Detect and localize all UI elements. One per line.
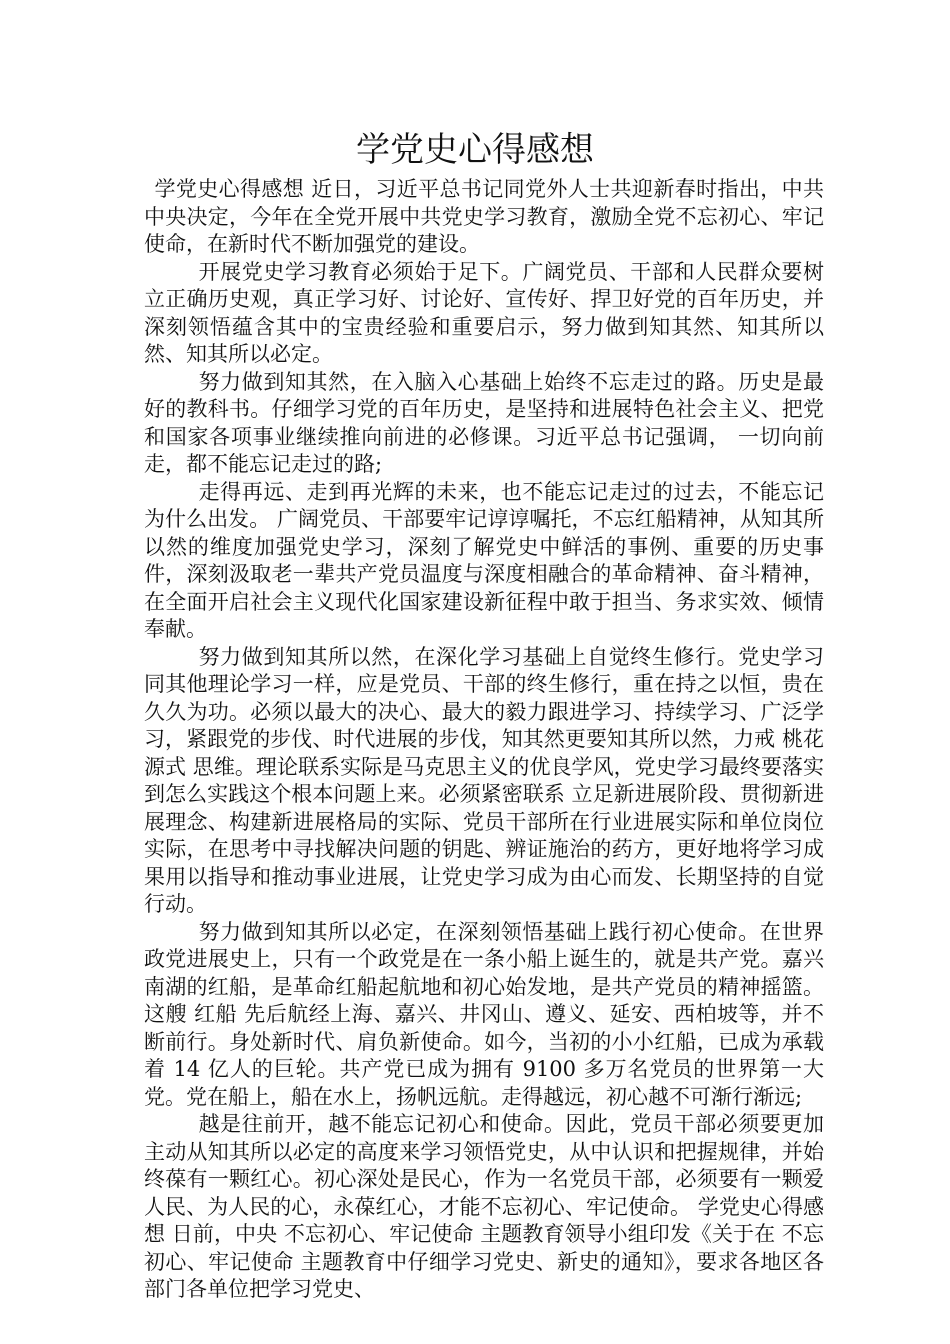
paragraph-6: 努力做到知其所以必定，在深刻领悟基础上践行初心使命。在世界政党进展史上，只有一个政党是在一条小船上诞生的，就是共产党。嘉兴南湖的红船，是革命红船起航地和初心始发地，是共产党员的精神摇篮。这艘 红船 先后航经上海、嘉兴、井冈山、遵义、延安、西柏坡等，并不断前行。身处新时代、肩负新使命。如今，当初的小小红船，已成为承载着 14 亿人的巨轮。共产党已成为拥有 9100 多万名党员的世界第一大党。党在船上，船在水上，扬帆远航。走得越远，初心越不可渐行渐远; [144,919,824,1109]
paragraph-3: 努力做到知其然，在入脑入心基础上始终不忘走过的路。历史是最好的教科书。仔细学习党的百年历史，是坚持和进展特色社会主义、把党和国家各项事业继续推向前进的必修课。习近平总书记强调， 一切向前走，都不能忘记走过的路; [144,369,824,476]
paragraph-7: 越是往前开，越不能忘记初心和使命。因此，党员干部必须要更加主动从知其所以必定的高度来学习领悟党史，从中认识和把握规律，并始终葆有一颗红心。初心深处是民心，作为一名党员干部，必须要有一颗爱人民、为人民的心，永葆红心，才能不忘初心、牢记使命。 学党史心得感想 日前，中央 不忘初心、牢记使命 主题教育领导小组印发《关于在 不忘初心、牢记使命 主题教育中仔细学习党史、新史的通知》，要求各地区各部门各单位把学习党史、 [144,1112,824,1301]
paragraph-2: 开展党史学习教育必须始于足下。广阔党员、干部和人民群众要树立正确历史观，真正学习好、讨论好、宣传好、捍卫好党的百年历史，并深刻领悟蕴含其中的宝贵经验和重要启示，努力做到知其然、知其所以然、知其所以必定。 [144,259,824,366]
paragraph-4: 走得再远、走到再光辉的未来，也不能忘记走过的过去，不能忘记为什么出发。 广阔党员、干部要牢记谆谆嘱托，不忘红船精神，从知其所以然的维度加强党史学习，深刻了解党史中鲜活的事例、重要的历史事件，深刻汲取老一辈共产党员温度与深度相融合的革命精神、奋斗精神，在全面开启社会主义现代化国家建设新征程中敢于担当、务求实效、倾情奉献。 [144,479,824,641]
paragraph-5: 努力做到知其所以然，在深化学习基础上自觉终生修行。党史学习同其他理论学习一样，应是党员、干部的终生修行，重在持之以恒，贵在久久为功。必须以最大的决心、最大的毅力跟进学习、持续学习、广泛学习，紧跟党的步伐、时代进展的步伐，知其然更要知其所以然，力戒 桃花源式 思维。理论联系实际是马克思主义的优良学风，党史学习最终要落实到怎么实践这个根本问题上来。必须紧密联系 立足新进展阶段、贯彻新进展理念、构建新进展格局的实际、党员干部所在行业进展实际和单位岗位实际，在思考中寻找解决问题的钥匙、辨证施治的药方，更好地将学习成果用以指导和推动事业进展，让党史学习成为由心而发、长期坚持的自觉行动。 [144,644,824,916]
paragraph-1: 学党史心得感想 近日，习近平总书记同党外人士共迎新春时指出，中共中央决定，今年在全党开展中共党史学习教育，激励全党不忘初心、牢记使命，在新时代不断加强党的建设。 [144,177,824,256]
document-body [144,176,824,1304]
document-title: 学党史心得感想 [356,130,594,170]
